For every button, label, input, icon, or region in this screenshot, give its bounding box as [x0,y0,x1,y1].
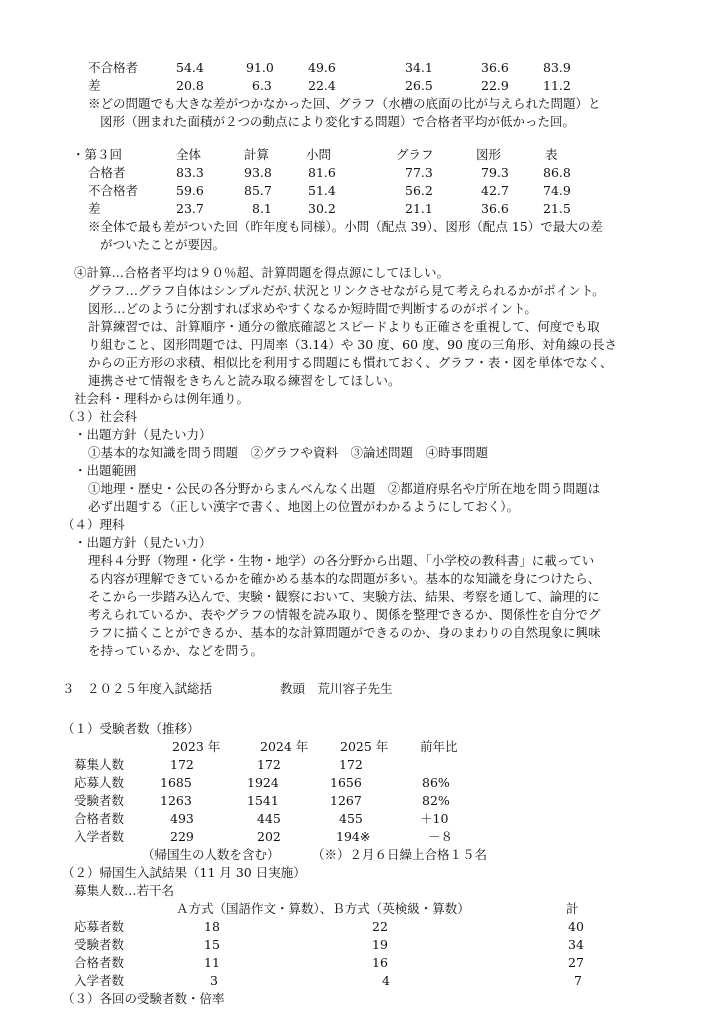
body-line: 考えられているか、表やグラフの情報を読み取り、関係を整理できるか、関係性を自分でグ [88,607,601,622]
note: 図形（囲まれた面積が２つの動点により変化する問題）で合格者平均が低かった回。 [100,114,576,129]
col-header: 2024 年 [260,739,309,754]
cell: 19 [372,937,388,952]
col-header: グラフ [396,147,434,162]
cell: 8.1 [252,201,272,216]
cell: 11 [204,955,220,970]
col-header: 図形 [476,147,502,162]
advice-line: からの正方形の求積、相似比を利用する問題にも慣れておく、グラフ・表・図を単体でなく、 [88,355,613,370]
body-line: ラフに描くことができるか、基本的な計算問題ができるのか、身のまわりの自然現象に興味 [88,625,601,640]
body-line: を持っているか、などを問う。 [88,643,264,658]
cell: 455 [339,811,363,826]
col-header: 前年比 [420,739,458,754]
row-label: 合格者 [88,165,126,180]
cell: 22 [372,919,388,934]
cell: 194※ [336,829,371,844]
sub-heading: ・出題方針（見たい力） [74,535,212,550]
advice-line: グラフ…グラフ自体はシンプルだが､状況とリンクさせながら見て考えられるかがポイント。 [88,283,605,298]
advice-line: 連携させて情報をきちんと読み取る練習をしてほしい。 [88,373,401,388]
cell: 86% [422,775,450,790]
cell: 493 [170,811,194,826]
cell: 56.2 [405,183,433,198]
row-label: 差 [88,78,101,93]
cell: 34.1 [405,60,433,75]
note: がついたことが要因。 [100,237,226,252]
section-heading: （１）受験者数（推移） [62,721,200,736]
cell: 16 [372,955,388,970]
cell: 77.3 [405,165,433,180]
table-note: （帰国生の人数を含む） [142,847,280,862]
row-label: 入学者数 [74,829,125,844]
row-label: 合格者数 [74,811,125,826]
cell: 15 [204,937,220,952]
capacity-note: 募集人数…若干名 [74,883,175,898]
cell: 3 [210,973,218,988]
col-header: Ａ方式（国語作文・算数）、Ｂ方式（英検級・算数） [176,901,470,916]
cell: 91.0 [246,60,274,75]
table-note: （※）２月６日繰上合格１５名 [312,847,488,862]
col-header: 計 [566,901,579,916]
body-line: ①地理・歴史・公民の各分野からまんべんなく出題 ②都道府県名や庁所在地を問う問題は [88,481,601,496]
note: ※どの問題でも大きな差がつかなかった回、グラフ（水槽の底面の比が与えられた問題）と [88,96,601,111]
cell: 445 [257,811,281,826]
cell: 82% [422,793,450,808]
body-line: そこから一歩踏み込んで、実験・観察において、実験方法、結果、考察を通して、論理的に [88,589,600,604]
col-header: 小問 [306,147,332,162]
body-line: 必ず出題する（正しい漢字で書く、地図上の位置がわかるようにしておく）。 [88,499,520,514]
cell: 22.4 [308,78,336,93]
sub-heading: ・出題方針（見たい力） [74,427,212,442]
cell: 202 [257,829,281,844]
section-heading: （３）各回の受験者数・倍率 [62,991,225,1006]
advice-line: 社会科・理科からは例年通り。 [74,391,250,406]
col-header: 2025 年 [340,739,389,754]
row-label: 募集人数 [74,757,125,772]
section-heading: （３）社会科 [62,409,138,424]
cell: 20.8 [176,78,204,93]
body-line: ①基本的な知識を問う問題 ②グラフや資料 ③論述問題 ④時事問題 [88,445,489,460]
body-line: 理科４分野（物理・化学・生物・地学）の各分野から出題、「小学校の教科書」に載ってい [88,553,595,568]
row-label: 合格者数 [74,955,125,970]
cell: 86.8 [543,165,571,180]
sub-heading: ・出題範囲 [74,463,137,478]
cell: 85.7 [244,183,272,198]
section-heading: （２）帰国生入試結果（11 月 30 日実施） [62,865,306,880]
section-heading: （４）理科 [62,517,125,532]
row-label: 受験者数 [74,937,125,952]
round-title: ・第３回 [72,147,123,162]
cell: 1267 [330,793,362,808]
cell: 74.9 [543,183,571,198]
row-label: 不合格者 [88,183,139,198]
row-label: 不合格者 [88,60,139,75]
row-label: 応募人数 [74,775,125,790]
cell: 23.7 [176,201,204,216]
col-header: 計算 [244,147,270,162]
row-label: 受験者数 [74,793,125,808]
cell: 26.5 [405,78,433,93]
cell: 79.3 [481,165,509,180]
cell: 22.9 [481,78,509,93]
cell: 4 [382,973,390,988]
cell: 40 [568,919,584,934]
cell: 229 [170,829,194,844]
cell: 83.9 [543,60,571,75]
cell: 49.6 [308,60,336,75]
cell: 42.7 [481,183,509,198]
cell: 36.6 [481,201,509,216]
cell: 1541 [247,793,279,808]
cell: ＋10 [420,811,449,826]
cell: 1656 [330,775,362,790]
cell: 34 [568,937,584,952]
row-label: 入学者数 [74,973,125,988]
cell: 11.2 [543,78,571,93]
cell: 27 [568,955,584,970]
cell: 172 [257,757,281,772]
row-label: 差 [88,201,101,216]
cell: 172 [170,757,194,772]
cell: 36.6 [481,60,509,75]
cell: 7 [574,973,582,988]
col-header: 全体 [176,147,202,162]
speaker: 教頭 荒川容子先生 [280,681,393,696]
cell: －８ [428,829,454,844]
cell: 21.5 [543,201,571,216]
cell: 21.1 [405,201,433,216]
col-header: 2023 年 [172,739,221,754]
note: ※全体で最も差がついた回（昨年度も同様）。小問（配点 39）、図形（配点 15）で最大の差 [88,219,603,234]
cell: 54.4 [176,60,204,75]
cell: 172 [339,757,363,772]
section-title: ３ ２０２５年度入試総括 [62,681,213,696]
cell: 18 [204,919,220,934]
cell: 30.2 [308,201,336,216]
cell: 93.8 [244,165,272,180]
cell: 59.6 [176,183,204,198]
cell: 83.3 [176,165,204,180]
cell: 1263 [160,793,192,808]
row-label: 応募者数 [74,919,125,934]
cell: 1685 [160,775,192,790]
cell: 6.3 [252,78,272,93]
body-line: る内容が理解できているかを確かめる基本的な問題が多い。基本的な知識を身につけたら、 [88,571,601,586]
advice-line: 図形…どのように分割すれば求めやすくなるか短時間で判断するのがポイント。 [88,301,537,316]
advice-line: り組むこと、図形問題では、円周率（3.14）や 30 度、60 度、90 度の三角形、対角線の長さ [88,337,617,352]
advice-line: ④計算…合格者平均は９０％超、計算問題を得点源にしてほしい。 [74,265,450,280]
cell: 1924 [247,775,279,790]
cell: 51.4 [308,183,336,198]
cell: 81.6 [308,165,336,180]
col-header: 表 [545,147,558,162]
advice-line: 計算練習では、計算順序・通分の徹底確認とスピードよりも正確さを重視して、何度でも取 [88,319,600,334]
